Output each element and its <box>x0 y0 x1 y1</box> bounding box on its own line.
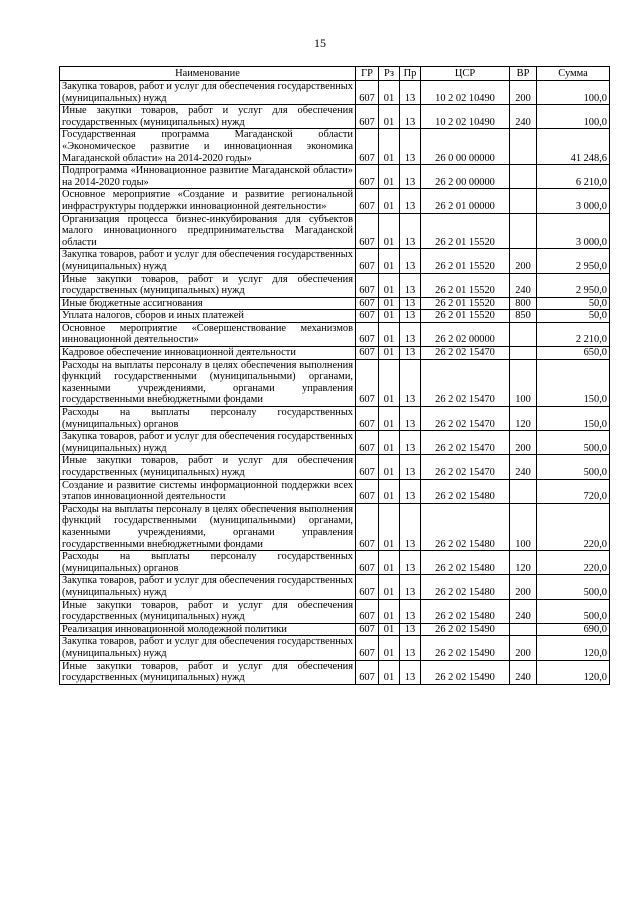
cell-sum: 720,0 <box>537 479 610 503</box>
cell-vr: 200 <box>510 575 537 599</box>
cell-sum: 2 210,0 <box>537 322 610 346</box>
cell-gr: 607 <box>356 551 379 575</box>
cell-csr: 26 2 02 15470 <box>421 455 510 479</box>
header-sum: Сумма <box>537 67 610 81</box>
cell-pr: 13 <box>400 660 421 684</box>
cell-name: Закупка товаров, работ и услуг для обеспечения государственных (муниципальных) нужд <box>60 81 356 105</box>
cell-rz: 01 <box>379 455 400 479</box>
table-row <box>60 213 610 249</box>
cell-vr: 120 <box>510 407 537 431</box>
cell-pr: 13 <box>400 129 421 165</box>
cell-name: Иные закупки товаров, работ и услуг для обеспечения государственных (муниципальных) нужд <box>60 455 356 479</box>
budget-table <box>59 66 610 685</box>
cell-sum: 2 950,0 <box>537 273 610 297</box>
cell-gr: 607 <box>356 636 379 660</box>
page-number: 15 <box>314 36 326 50</box>
cell-vr <box>510 213 537 249</box>
cell-name: Основное мероприятие «Создание и развитие региональной инфраструктуры поддержки инновационной деятельности» <box>60 189 356 213</box>
cell-rz: 01 <box>379 503 400 550</box>
cell-csr: 26 2 01 00000 <box>421 189 510 213</box>
cell-rz: 01 <box>379 273 400 297</box>
table-row <box>60 129 610 165</box>
cell-csr: 26 2 00 00000 <box>421 165 510 189</box>
cell-rz: 01 <box>379 310 400 323</box>
cell-csr: 26 2 02 15470 <box>421 347 510 360</box>
cell-sum: 50,0 <box>537 310 610 323</box>
cell-gr: 607 <box>356 249 379 273</box>
cell-name: Уплата налогов, сборов и иных платежей <box>60 310 356 323</box>
cell-csr: 26 2 01 15520 <box>421 310 510 323</box>
cell-pr: 13 <box>400 322 421 346</box>
cell-sum: 2 950,0 <box>537 249 610 273</box>
cell-pr: 13 <box>400 455 421 479</box>
cell-rz: 01 <box>379 599 400 623</box>
cell-vr: 100 <box>510 503 537 550</box>
cell-pr: 13 <box>400 273 421 297</box>
cell-name: Расходы на выплаты персоналу в целях обеспечения выполнения функций государственными (муниципальными) органами, казенными учреждениями, органами управления государственными внебюджетными фондами <box>60 359 356 406</box>
cell-gr: 607 <box>356 407 379 431</box>
table-row <box>60 81 610 105</box>
cell-rz: 01 <box>379 660 400 684</box>
cell-pr: 13 <box>400 359 421 406</box>
cell-sum: 500,0 <box>537 431 610 455</box>
cell-name: Кадровое обеспечение инновационной деятельности <box>60 347 356 360</box>
cell-pr: 13 <box>400 165 421 189</box>
cell-csr: 26 2 01 15520 <box>421 213 510 249</box>
cell-csr: 26 2 02 15470 <box>421 407 510 431</box>
cell-name: Иные закупки товаров, работ и услуг для обеспечения государственных (муниципальных) нужд <box>60 105 356 129</box>
cell-rz: 01 <box>379 322 400 346</box>
table-row <box>60 359 610 406</box>
cell-csr: 26 2 02 15480 <box>421 599 510 623</box>
cell-csr: 26 2 02 00000 <box>421 322 510 346</box>
cell-sum: 3 000,0 <box>537 213 610 249</box>
table-header-row <box>60 67 610 81</box>
cell-vr: 240 <box>510 273 537 297</box>
table-row <box>60 479 610 503</box>
cell-rz: 01 <box>379 347 400 360</box>
cell-gr: 607 <box>356 431 379 455</box>
cell-csr: 26 2 01 15520 <box>421 297 510 310</box>
cell-csr: 26 2 02 15490 <box>421 660 510 684</box>
cell-pr: 13 <box>400 347 421 360</box>
cell-pr: 13 <box>400 407 421 431</box>
table-row <box>60 407 610 431</box>
cell-gr: 607 <box>356 623 379 636</box>
cell-rz: 01 <box>379 479 400 503</box>
cell-rz: 01 <box>379 431 400 455</box>
cell-rz: 01 <box>379 105 400 129</box>
cell-csr: 26 2 01 15520 <box>421 273 510 297</box>
cell-name: Расходы на выплаты персоналу государственных (муниципальных) органов <box>60 407 356 431</box>
cell-rz: 01 <box>379 81 400 105</box>
cell-vr: 240 <box>510 660 537 684</box>
cell-vr: 240 <box>510 455 537 479</box>
table-row <box>60 636 610 660</box>
cell-name: Иные закупки товаров, работ и услуг для обеспечения государственных (муниципальных) нужд <box>60 660 356 684</box>
cell-sum: 150,0 <box>537 359 610 406</box>
cell-pr: 13 <box>400 249 421 273</box>
cell-sum: 690,0 <box>537 623 610 636</box>
cell-pr: 13 <box>400 503 421 550</box>
table-row <box>60 310 610 323</box>
cell-rz: 01 <box>379 297 400 310</box>
cell-gr: 607 <box>356 359 379 406</box>
cell-vr: 120 <box>510 551 537 575</box>
cell-sum: 100,0 <box>537 105 610 129</box>
cell-sum: 6 210,0 <box>537 165 610 189</box>
cell-gr: 607 <box>356 165 379 189</box>
cell-gr: 607 <box>356 479 379 503</box>
cell-name: Закупка товаров, работ и услуг для обеспечения государственных (муниципальных) нужд <box>60 249 356 273</box>
cell-vr: 800 <box>510 297 537 310</box>
cell-name: Закупка товаров, работ и услуг для обеспечения государственных (муниципальных) нужд <box>60 575 356 599</box>
cell-vr: 240 <box>510 105 537 129</box>
cell-vr <box>510 479 537 503</box>
cell-csr: 26 2 02 15490 <box>421 636 510 660</box>
table-row <box>60 297 610 310</box>
cell-rz: 01 <box>379 129 400 165</box>
cell-pr: 13 <box>400 310 421 323</box>
table-row <box>60 503 610 550</box>
cell-rz: 01 <box>379 623 400 636</box>
cell-sum: 500,0 <box>537 599 610 623</box>
cell-csr: 26 2 02 15480 <box>421 575 510 599</box>
cell-csr: 26 2 02 15490 <box>421 623 510 636</box>
cell-gr: 607 <box>356 503 379 550</box>
cell-gr: 607 <box>356 129 379 165</box>
cell-csr: 26 0 00 00000 <box>421 129 510 165</box>
cell-pr: 13 <box>400 297 421 310</box>
cell-pr: 13 <box>400 81 421 105</box>
cell-name: Закупка товаров, работ и услуг для обеспечения государственных (муниципальных) нужд <box>60 431 356 455</box>
cell-vr <box>510 623 537 636</box>
cell-sum: 220,0 <box>537 551 610 575</box>
cell-pr: 13 <box>400 636 421 660</box>
cell-pr: 13 <box>400 551 421 575</box>
cell-sum: 220,0 <box>537 503 610 550</box>
cell-rz: 01 <box>379 636 400 660</box>
cell-vr: 100 <box>510 359 537 406</box>
table-row <box>60 431 610 455</box>
cell-name: Закупка товаров, работ и услуг для обеспечения государственных (муниципальных) нужд <box>60 636 356 660</box>
cell-pr: 13 <box>400 599 421 623</box>
cell-sum: 41 248,6 <box>537 129 610 165</box>
cell-name: Иные закупки товаров, работ и услуг для обеспечения государственных (муниципальных) нужд <box>60 273 356 297</box>
cell-rz: 01 <box>379 359 400 406</box>
cell-gr: 607 <box>356 310 379 323</box>
cell-vr: 200 <box>510 249 537 273</box>
cell-csr: 26 2 02 15470 <box>421 431 510 455</box>
cell-vr: 240 <box>510 599 537 623</box>
cell-rz: 01 <box>379 249 400 273</box>
cell-name: Иные закупки товаров, работ и услуг для обеспечения государственных (муниципальных) нужд <box>60 599 356 623</box>
header-name: Наименование <box>60 67 356 81</box>
header-rz: Рз <box>379 67 400 81</box>
cell-csr: 10 2 02 10490 <box>421 81 510 105</box>
table-row <box>60 249 610 273</box>
table-row <box>60 105 610 129</box>
table-row <box>60 599 610 623</box>
cell-name: Реализация инновационной молодежной политики <box>60 623 356 636</box>
cell-csr: 10 2 02 10490 <box>421 105 510 129</box>
cell-pr: 13 <box>400 575 421 599</box>
cell-sum: 50,0 <box>537 297 610 310</box>
cell-vr <box>510 129 537 165</box>
cell-name: Государственная программа Магаданской области «Экономическое развитие и инновационная экономика Магаданской области» на 2014-2020 годы» <box>60 129 356 165</box>
cell-gr: 607 <box>356 322 379 346</box>
table-row <box>60 623 610 636</box>
header-csr: ЦСР <box>421 67 510 81</box>
header-pr: Пр <box>400 67 421 81</box>
cell-csr: 26 2 02 15480 <box>421 551 510 575</box>
cell-name: Подпрограмма «Инновационное развитие Магаданской области» на 2014-2020 годы» <box>60 165 356 189</box>
header-vr: ВР <box>510 67 537 81</box>
cell-rz: 01 <box>379 165 400 189</box>
cell-pr: 13 <box>400 213 421 249</box>
table-row <box>60 322 610 346</box>
cell-sum: 120,0 <box>537 660 610 684</box>
cell-gr: 607 <box>356 213 379 249</box>
cell-name: Основное мероприятие «Совершенствование механизмов инновационной деятельности» <box>60 322 356 346</box>
header-gr: ГР <box>356 67 379 81</box>
cell-sum: 500,0 <box>537 575 610 599</box>
table-row <box>60 165 610 189</box>
cell-vr: 200 <box>510 636 537 660</box>
cell-vr: 200 <box>510 81 537 105</box>
table-row <box>60 551 610 575</box>
cell-pr: 13 <box>400 479 421 503</box>
table-row <box>60 273 610 297</box>
cell-rz: 01 <box>379 551 400 575</box>
cell-name: Расходы на выплаты персоналу в целях обеспечения выполнения функций государственными (муниципальными) органами, казенными учреждениями, органами управления государственными внебюджетными фондами <box>60 503 356 550</box>
cell-gr: 607 <box>356 105 379 129</box>
cell-name: Расходы на выплаты персоналу государственных (муниципальных) органов <box>60 551 356 575</box>
cell-pr: 13 <box>400 431 421 455</box>
cell-vr <box>510 189 537 213</box>
cell-name: Организация процесса бизнес-инкубирования для субъектов малого инновационного предпринимательства Магаданской области <box>60 213 356 249</box>
table-row <box>60 575 610 599</box>
cell-vr <box>510 322 537 346</box>
cell-csr: 26 2 02 15470 <box>421 359 510 406</box>
cell-sum: 100,0 <box>537 81 610 105</box>
cell-pr: 13 <box>400 105 421 129</box>
cell-gr: 607 <box>356 660 379 684</box>
cell-sum: 650,0 <box>537 347 610 360</box>
cell-gr: 607 <box>356 347 379 360</box>
cell-gr: 607 <box>356 81 379 105</box>
cell-vr: 850 <box>510 310 537 323</box>
cell-gr: 607 <box>356 455 379 479</box>
cell-rz: 01 <box>379 213 400 249</box>
cell-csr: 26 2 02 15480 <box>421 503 510 550</box>
table-row <box>60 347 610 360</box>
table-row <box>60 660 610 684</box>
cell-name: Создание и развитие системы информационной поддержки всех этапов инновационной деятельности <box>60 479 356 503</box>
cell-vr <box>510 347 537 360</box>
cell-sum: 500,0 <box>537 455 610 479</box>
cell-sum: 150,0 <box>537 407 610 431</box>
table-row <box>60 455 610 479</box>
cell-vr <box>510 165 537 189</box>
cell-gr: 607 <box>356 297 379 310</box>
cell-gr: 607 <box>356 599 379 623</box>
cell-rz: 01 <box>379 189 400 213</box>
cell-vr: 200 <box>510 431 537 455</box>
cell-gr: 607 <box>356 575 379 599</box>
cell-sum: 120,0 <box>537 636 610 660</box>
cell-csr: 26 2 02 15480 <box>421 479 510 503</box>
cell-csr: 26 2 01 15520 <box>421 249 510 273</box>
cell-pr: 13 <box>400 623 421 636</box>
table-row <box>60 189 610 213</box>
cell-name: Иные бюджетные ассигнования <box>60 297 356 310</box>
cell-gr: 607 <box>356 273 379 297</box>
cell-gr: 607 <box>356 189 379 213</box>
cell-rz: 01 <box>379 575 400 599</box>
cell-sum: 3 000,0 <box>537 189 610 213</box>
cell-rz: 01 <box>379 407 400 431</box>
cell-pr: 13 <box>400 189 421 213</box>
